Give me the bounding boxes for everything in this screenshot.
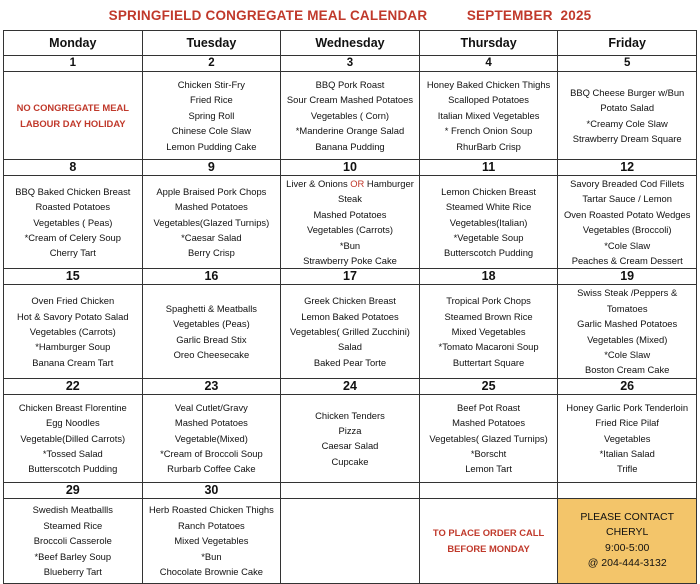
menu-item: *Creamy Cole Slaw: [586, 117, 668, 129]
menu-item: Oven Roasted Potato Wedges: [563, 208, 691, 220]
menu-item: Garlic Bread Stix: [176, 333, 247, 345]
date-number: [558, 482, 697, 498]
date-row-week-5: [4, 482, 697, 498]
menu-cell-sep-1: [4, 72, 143, 160]
menu-item: Mashed Potatoes: [313, 208, 387, 220]
empty-cell: [281, 498, 420, 583]
menu-cell-sep-19: [558, 285, 697, 378]
contact-hours: 9:00-5:00: [605, 541, 650, 554]
menu-item: Mashed Potatoes: [174, 417, 248, 429]
date-row-week-1: [4, 56, 697, 72]
menu-item: *Beef Barley Soup: [34, 550, 112, 562]
menu-item: *Bun: [339, 239, 361, 251]
menu-item: Strawberry Poke Cake: [303, 255, 397, 267]
menu-item: Vegetables ( Corn): [310, 109, 390, 121]
date-row-week-2: [4, 160, 697, 176]
menu-item: Cherry Tart: [49, 247, 96, 259]
menu-item: Cupcake: [331, 455, 369, 467]
menu-item: Vegetables ( Peas): [33, 216, 113, 228]
menu-cell-sep-9: [142, 176, 281, 269]
date-number: [419, 482, 558, 498]
date-number: 12: [558, 160, 697, 176]
menu-item: Hot & Savory Potato Salad: [17, 310, 129, 322]
menu-item: Salad: [337, 341, 362, 353]
date-number: 19: [558, 269, 697, 285]
menu-item: *Manderine Orange Salad: [295, 125, 405, 137]
menu-item: Vegetables (Carrots): [29, 325, 116, 337]
menu-item: Sour Cream Mashed Potatoes: [286, 94, 414, 106]
menu-item: *Hamburger Soup: [35, 341, 111, 353]
menu-row-week-3: [4, 285, 697, 378]
date-number: 15: [4, 269, 143, 285]
menu-item: Swedish Meatballls: [32, 504, 113, 516]
menu-item: Steamed Rice: [43, 519, 103, 531]
menu-item: Beef Pot Roast: [457, 401, 521, 413]
menu-item: Chinese Cole Slaw: [171, 125, 251, 137]
menu-item: Steamed Brown Rice: [444, 310, 533, 322]
date-number: 10: [281, 160, 420, 176]
menu-item: *Tossed Salad: [42, 448, 103, 460]
date-number: 25: [419, 378, 558, 394]
menu-item: *Borscht: [470, 448, 507, 460]
menu-item: Boston Cream Cake: [584, 364, 670, 376]
menu-cell-sep-22: [4, 394, 143, 482]
menu-item: Spaghetti & Meatballs: [165, 302, 257, 314]
or-label: OR: [350, 178, 365, 189]
menu-item: Apple Braised Pork Chops: [156, 185, 267, 197]
menu-item: Vegetables(Glazed Turnips): [153, 216, 270, 228]
menu-item: Herb Roasted Chicken Thighs: [148, 504, 274, 516]
menu-item: Steak: [337, 193, 362, 205]
menu-item: Vegetables(Italian): [449, 216, 528, 228]
date-number: 30: [142, 482, 281, 498]
menu-item: Strawberry Dream Square: [572, 132, 682, 144]
menu-item: Chocolate Brownie Cake: [159, 565, 263, 577]
menu-cell-sep-16: [142, 285, 281, 378]
menu-item: *Bun: [201, 550, 222, 562]
date-row-week-4: [4, 378, 697, 394]
menu-item: [281, 176, 419, 191]
menu-item: Lemon Chicken Breast: [441, 185, 536, 197]
order-notice-line: TO PLACE ORDER CALL: [432, 527, 545, 539]
menu-item: Garlic Mashed Potatoes: [577, 318, 678, 330]
menu-item: Vegetables (Broccoli): [582, 224, 672, 236]
contact-name: CHERYL: [605, 526, 649, 539]
menu-item: Mashed Potatoes: [452, 417, 526, 429]
menu-item: Vegetables: [603, 432, 651, 444]
holiday-line: LABOUR DAY HOLIDAY: [20, 117, 126, 129]
menu-item: *Cole Slaw: [604, 239, 651, 251]
contact-cell: [558, 498, 697, 583]
menu-cell-sep-18: [419, 285, 558, 378]
menu-item: Roasted Potatoes: [35, 201, 111, 213]
menu-cell-sep-5: [558, 72, 697, 160]
header-monday: Monday: [4, 31, 143, 56]
title-left: SPRINGFIELD CONGREGATE MEAL CALENDAR: [108, 8, 428, 23]
menu-cell-sep-23: [142, 394, 281, 482]
menu-item: Oreo Cheesecake: [173, 349, 250, 361]
date-number: 23: [142, 378, 281, 394]
date-number: 16: [142, 269, 281, 285]
menu-item: Broccoli Casserole: [33, 535, 112, 547]
menu-item: *Caesar Salad: [181, 231, 242, 243]
date-number: 11: [419, 160, 558, 176]
date-number: 1: [4, 56, 143, 72]
menu-item: Buttertart Square: [452, 356, 525, 368]
menu-item: *Cole Slaw: [604, 349, 651, 361]
menu-item: RhurBarb Crisp: [456, 140, 521, 152]
date-number: 24: [281, 378, 420, 394]
menu-item: Vegetable(Dilled Carrots): [20, 432, 126, 444]
menu-cell-sep-24: [281, 394, 420, 482]
date-number: 18: [419, 269, 558, 285]
menu-item: Tartar Sauce / Lemon: [582, 193, 672, 205]
menu-item: Vegetables (Carrots): [306, 224, 393, 236]
menu-item: Vegetables( Grilled Zucchini): [290, 325, 410, 337]
menu-item: Butterscotch Pudding: [444, 247, 534, 259]
menu-item-part: Hamburger: [364, 178, 414, 189]
menu-item-part: Liver & Onions: [286, 178, 351, 189]
menu-item: Trifle: [616, 463, 638, 475]
menu-item: Butterscotch Pudding: [28, 463, 118, 475]
menu-item: Banana Cream Tart: [32, 356, 114, 368]
menu-cell-sep-11: [419, 176, 558, 269]
menu-item: Veal Cutlet/Gravy: [174, 401, 248, 413]
menu-row-week-5: [4, 498, 697, 583]
menu-item: Mixed Vegetables: [174, 535, 249, 547]
order-notice-cell: [419, 498, 558, 583]
title-month: SEPTEMBER 2025: [466, 8, 592, 23]
menu-cell-sep-26: [558, 394, 697, 482]
menu-item: Potato Salad: [600, 102, 655, 114]
header-thursday: Thursday: [419, 31, 558, 56]
menu-cell-sep-25: [419, 394, 558, 482]
menu-cell-sep-2: [142, 72, 281, 160]
menu-cell-sep-3: [281, 72, 420, 160]
holiday-line: NO CONGREGATE MEAL: [16, 102, 129, 114]
menu-item: Honey Garlic Pork Tenderloin: [566, 401, 689, 413]
meal-calendar: [3, 30, 697, 584]
menu-item: Vegetable(Mixed): [174, 432, 248, 444]
date-number: 3: [281, 56, 420, 72]
menu-item: Swiss Steak /Peppers &: [577, 287, 678, 299]
menu-item: Spring Roll: [188, 109, 235, 121]
menu-row-week-4: [4, 394, 697, 482]
contact-phone: @ 204-444-3132: [587, 557, 667, 570]
menu-item: Berry Crisp: [187, 247, 235, 259]
menu-item: Italian Mixed Vegetables: [437, 109, 540, 121]
menu-item: Savory Breaded Cod Fillets: [570, 178, 685, 189]
menu-item: *Cream of Broccoli Soup: [160, 448, 263, 460]
menu-item: Blueberry Tart: [43, 565, 102, 577]
menu-item: Pizza: [338, 424, 362, 436]
menu-item: Lemon Tart: [465, 463, 512, 475]
menu-item: Fried Rice Pilaf: [595, 417, 659, 429]
date-number: 5: [558, 56, 697, 72]
menu-item: Rurbarb Coffee Cake: [167, 463, 256, 475]
contact-line: PLEASE CONTACT: [580, 511, 675, 524]
menu-cell-sep-10: [281, 176, 420, 269]
date-number: 2: [142, 56, 281, 72]
menu-item: Fried Rice: [190, 94, 233, 106]
menu-item: Egg Noodles: [45, 417, 100, 429]
date-number: 4: [419, 56, 558, 72]
menu-row-week-2: [4, 176, 697, 269]
menu-item: Oven Fried Chicken: [31, 295, 115, 307]
menu-item: Mixed Vegetables: [451, 325, 526, 337]
menu-row-week-1: [4, 72, 697, 160]
menu-cell-sep-29: [4, 498, 143, 583]
date-number: 22: [4, 378, 143, 394]
date-number: 9: [142, 160, 281, 176]
menu-item: Tropical Pork Chops: [446, 295, 531, 307]
date-number: 29: [4, 482, 143, 498]
menu-item: *Cream of Celery Soup: [24, 231, 121, 243]
menu-item: * French Onion Soup: [444, 125, 533, 137]
menu-item: Caesar Salad: [321, 440, 379, 452]
menu-cell-sep-8: [4, 176, 143, 269]
menu-item: Peaches & Cream Dessert: [571, 255, 683, 267]
menu-item: Chicken Tenders: [315, 409, 385, 421]
menu-item: Banana Pudding: [315, 140, 385, 152]
date-row-week-3: [4, 269, 697, 285]
menu-item: Steamed White Rice: [445, 201, 532, 213]
menu-item: Vegetables( Glazed Turnips): [429, 432, 548, 444]
menu-item: *Tomato Macaroni Soup: [438, 341, 539, 353]
menu-item: Tomatoes: [606, 302, 648, 314]
header-tuesday: Tuesday: [142, 31, 281, 56]
menu-item: BBQ Pork Roast: [315, 78, 385, 90]
menu-cell-sep-4: [419, 72, 558, 160]
menu-item: Vegetables (Peas): [173, 318, 250, 330]
date-number: 17: [281, 269, 420, 285]
header-friday: Friday: [558, 31, 697, 56]
menu-item: Ranch Potatoes: [178, 519, 245, 531]
menu-cell-sep-30: [142, 498, 281, 583]
menu-item: Mashed Potatoes: [174, 201, 248, 213]
menu-cell-sep-17: [281, 285, 420, 378]
header-wednesday: Wednesday: [281, 31, 420, 56]
menu-item: Greek Chicken Breast: [304, 295, 396, 307]
menu-item: *Vegetable Soup: [453, 231, 524, 243]
weekday-header-row: [4, 31, 697, 56]
menu-cell-sep-15: [4, 285, 143, 378]
menu-item: Chicken Breast Florentine: [18, 401, 127, 413]
menu-item: Scalloped Potatoes: [448, 94, 529, 106]
order-notice-line: BEFORE MONDAY: [447, 542, 530, 554]
menu-item: Baked Pear Torte: [313, 356, 387, 368]
menu-item: BBQ Cheese Burger w/Bun: [570, 86, 685, 98]
menu-item: Vegetables (Mixed): [587, 333, 668, 345]
menu-item: Lemon Pudding Cake: [166, 140, 257, 152]
menu-item: BBQ Baked Chicken Breast: [15, 185, 131, 197]
menu-item: Honey Baked Chicken Thighs: [426, 78, 551, 90]
date-number: 26: [558, 378, 697, 394]
calendar-title: [0, 8, 700, 26]
menu-item: Lemon Baked Potatoes: [301, 310, 399, 322]
date-number: [281, 482, 420, 498]
menu-cell-sep-12: [558, 176, 697, 269]
menu-item: Chicken Stir-Fry: [177, 78, 245, 90]
date-number: 8: [4, 160, 143, 176]
menu-item: *Italian Salad: [599, 448, 655, 460]
